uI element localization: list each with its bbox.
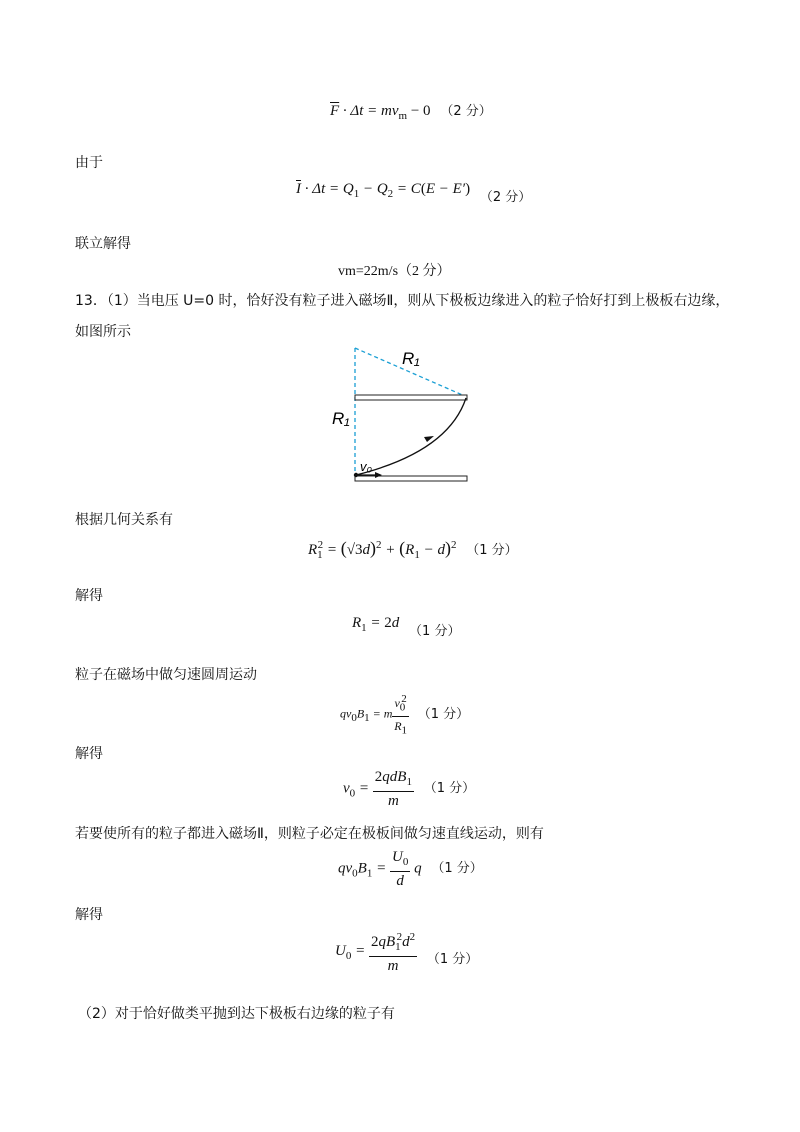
formula-u0: $U_0$ = $\frac{2qB_1^2d^2}{m}$ （1 分） <box>335 928 478 975</box>
score: （1 分） <box>466 543 518 558</box>
formula-r1: $R_1 = 2d$ （1 分） <box>352 615 461 639</box>
text-circ: 粒子在磁场中做匀速圆周运动 <box>75 667 257 683</box>
text-lianli: 联立解得 <box>75 236 131 252</box>
label-v0: v₀ <box>360 459 372 474</box>
formula-charge: $\overline{I} \cdot \Delta t = Q_1 - Q_2 = C(E - E')$ （2 分） <box>296 181 532 205</box>
text-jiede2: 解得 <box>75 746 103 762</box>
score: （1 分） <box>431 861 483 877</box>
formula-balance: $qv_0B_1$ = $\frac{U_0}{d}$ q （1 分） <box>338 849 483 889</box>
upper-plate <box>355 395 467 400</box>
result-vm <box>338 260 451 280</box>
text-youyu: 由于 <box>75 155 103 171</box>
text-jiede1: 解得 <box>75 588 103 604</box>
score: （1 分） <box>423 781 476 797</box>
start-point <box>354 473 358 477</box>
text-q13-intro2: 如图所示 <box>75 324 131 340</box>
trajectory-arc <box>356 398 466 475</box>
formula-lorentz: $qv_0B_1 = m$ $\frac{v_0^2}{R_1}$ （1 分） <box>340 690 469 740</box>
score: （2 分） <box>440 104 492 119</box>
text-geom: 根据几何关系有 <box>75 512 173 528</box>
score: （2 分） <box>479 190 532 205</box>
result-vm-text: vm=22m/s（2 分） <box>338 264 451 279</box>
score: （1 分） <box>409 624 461 639</box>
arc-arrow-icon <box>424 436 434 442</box>
formula-geometry: $R_1^2 = (√3d)^2 + (R_1 - d)^2$ （1 分） <box>308 538 518 561</box>
label-r1-top: R₁ <box>402 349 420 368</box>
label-r1-left: R₁ <box>332 409 350 428</box>
text-jiede3: 解得 <box>75 907 103 923</box>
score: （1 分） <box>426 951 479 967</box>
score: （1 分） <box>417 706 470 722</box>
trajectory-diagram <box>320 340 480 490</box>
text-condition: 若要使所有的粒子都进入磁场Ⅱ，则粒子必定在极板间做匀速直线运动，则有 <box>75 826 544 842</box>
formula-impulse: $\overline{F} \cdot \Delta t = mv_m - 0$ （2 分） <box>330 103 492 122</box>
formula-v0: $v_0$ = $\frac{2qdB_1}{m}$ （1 分） <box>343 769 476 809</box>
text-q13-intro: 13．（1）当电压 U=0 时，恰好没有粒子进入磁场Ⅱ，则从下极板边缘进入的粒子恰好打到上极板右边缘， <box>75 293 730 309</box>
text-part2: （2）对于恰好做类平抛到达下极板右边缘的粒子有 <box>78 1006 395 1022</box>
lower-plate <box>355 476 467 481</box>
